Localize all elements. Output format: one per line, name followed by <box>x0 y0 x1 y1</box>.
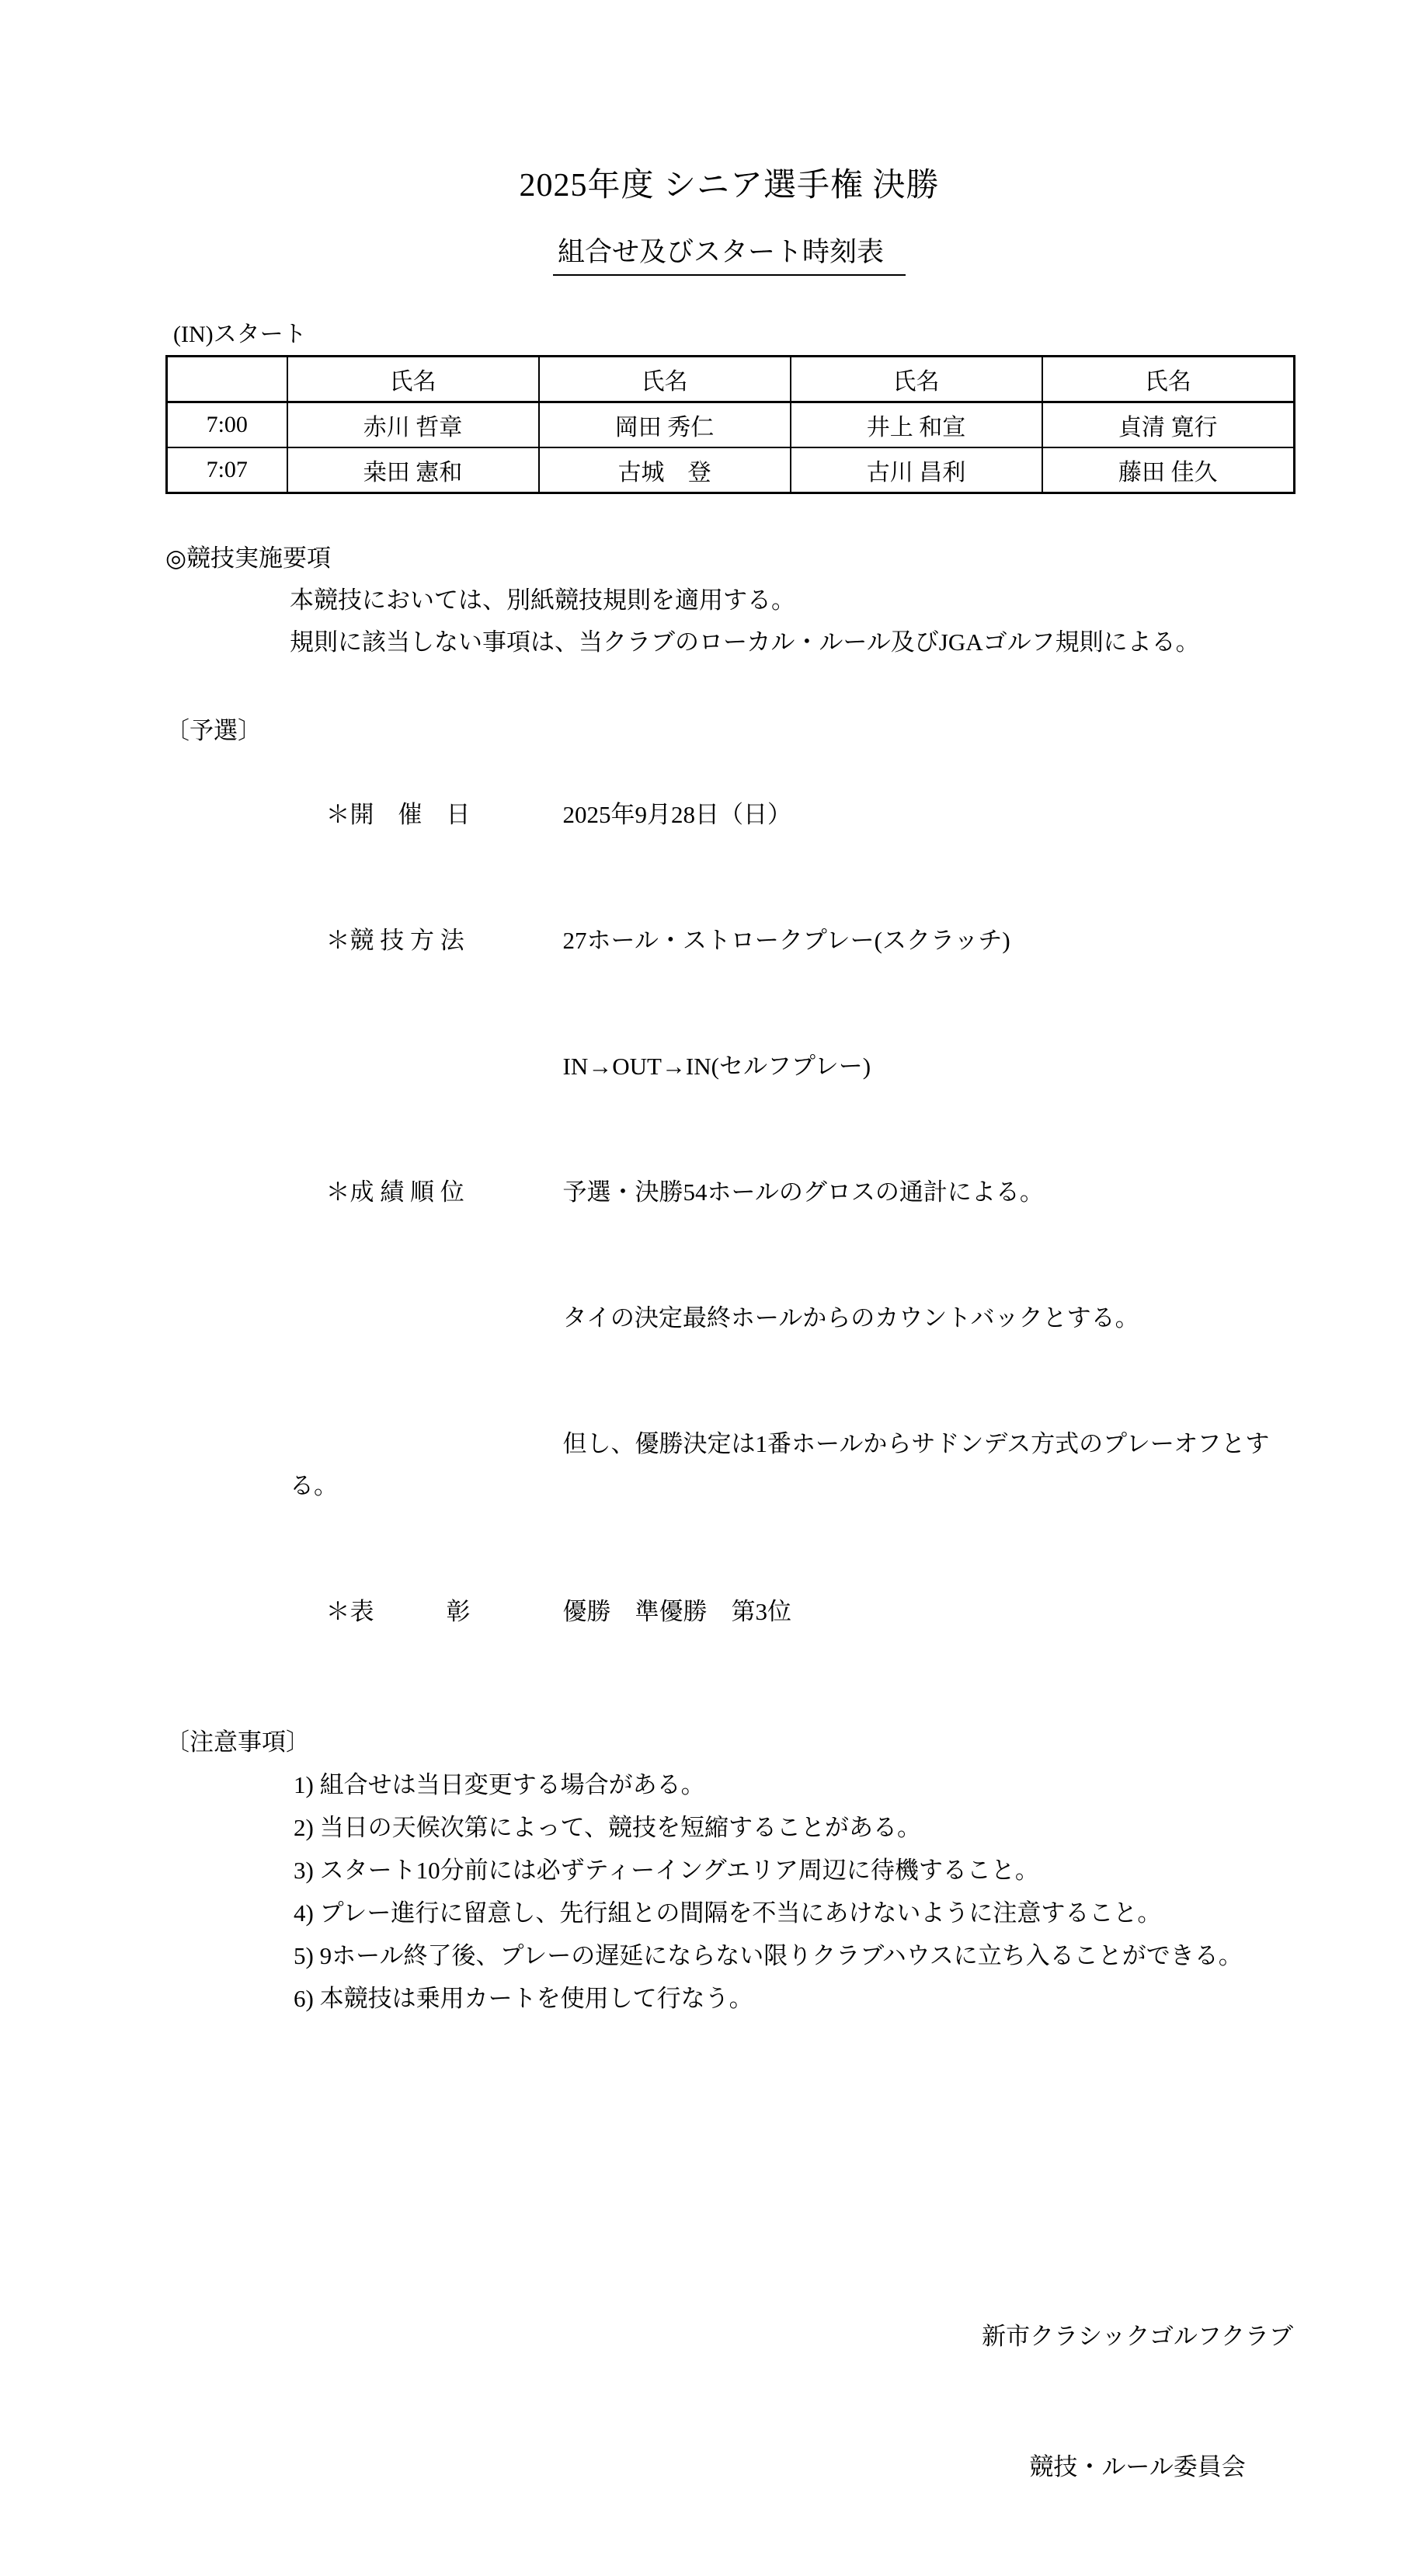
qualifying-row-ranking <box>290 1130 1293 1255</box>
qualifying-value: タイの決定最終ホールからのカウントバックとする。 <box>562 1304 1139 1332</box>
qualifying-label: ＊成 績 順 位 <box>325 1178 464 1206</box>
qualifying-label: ＊競 技 方 法 <box>325 927 464 954</box>
table-header-name-1: 氏名 <box>287 357 539 402</box>
footer-committee-name: 競技・ルール委員会 <box>1029 2453 1246 2480</box>
table-header-time <box>167 357 287 402</box>
qualifying-value: IN→OUT→IN(セルフプレー) <box>562 1053 871 1080</box>
player-name-cell: 桒田 憲和 <box>287 447 539 493</box>
qualifying-value: 優勝 準優勝 第3位 <box>562 1598 791 1625</box>
player-name-cell: 貞清 寛行 <box>1042 402 1295 448</box>
table-header-name-4: 氏名 <box>1042 357 1295 402</box>
section-heading-notes: 〔注意事項〕 <box>165 1728 310 1756</box>
qualifying-row-awards <box>290 1549 1293 1675</box>
note-item-5: 5) 9ホール終了後、プレーの遅延にならない限りクラブハウスに立ち入ることができる。 <box>294 1942 1243 1969</box>
table-header-name-3: 氏名 <box>791 357 1042 402</box>
player-name-cell: 古川 昌利 <box>791 447 1042 493</box>
note-item-4: 4) プレー進行に留意し、先行組との間隔を不当にあけないように注意すること。 <box>294 1899 1162 1927</box>
page-subtitle: 組合せ及びスタート時刻表 <box>553 237 906 276</box>
start-time-cell: 7:00 <box>167 402 287 448</box>
note-item-6: 6) 本競技は乗用カートを使用して行なう。 <box>294 1985 753 2012</box>
page-title: 2025年度 シニア選手権 決勝 <box>519 168 940 204</box>
subtitle-row <box>165 237 1293 276</box>
start-time-table <box>165 355 1295 494</box>
outline-line-2: 規則に該当しない事項は、当クラブのローカル・ルール及びJGAゴルフ規則による。 <box>290 628 1200 656</box>
qualifying-value: 予選・決勝54ホールのグロスの通計による。 <box>562 1178 1044 1206</box>
start-label: (IN)スタート <box>173 322 307 347</box>
qualifying-row-method <box>290 878 1293 1004</box>
player-name-cell: 赤川 哲章 <box>287 402 539 448</box>
footer-signature <box>982 2228 1293 2576</box>
table-header-row <box>167 357 1295 402</box>
qualifying-value: 2025年9月28日（日） <box>562 801 791 828</box>
qualifying-value: 27ホール・ストロークプレー(スクラッチ) <box>562 927 1010 954</box>
table-header-name-2: 氏名 <box>539 357 791 402</box>
document-content <box>165 0 1293 2576</box>
outline-line-1: 本競技においては、別紙競技規則を適用する。 <box>290 587 795 614</box>
table-row <box>167 402 1295 448</box>
qualifying-label: ＊開 催 日 <box>325 801 471 828</box>
note-item-1: 1) 組合せは当日変更する場合がある。 <box>294 1771 705 1798</box>
qualifying-row-ranking-cont-2 <box>290 1381 1293 1549</box>
note-item-3: 3) スタート10分前には必ずティーイングエリア周辺に待機すること。 <box>294 1857 1039 1884</box>
footer-club-name: 新市クラシックゴルフクラブ <box>982 2323 1293 2350</box>
section-heading-qualifying: 〔予選〕 <box>165 717 262 744</box>
qualifying-value: 但し、優勝決定は1番ホールからサドンデス方式のプレーオフとする。 <box>290 1430 1270 1499</box>
player-name-cell: 井上 和宣 <box>791 402 1042 448</box>
qualifying-row-date <box>290 752 1293 878</box>
player-name-cell: 藤田 佳久 <box>1042 447 1295 493</box>
table-row <box>167 447 1295 493</box>
start-time-cell: 7:07 <box>167 447 287 493</box>
qualifying-label: ＊表 彰 <box>325 1598 471 1625</box>
player-name-cell: 古城 登 <box>539 447 791 493</box>
qualifying-row-ranking-cont-1 <box>290 1255 1293 1381</box>
player-name-cell: 岡田 秀仁 <box>539 402 791 448</box>
qualifying-row-method-cont <box>290 1004 1293 1130</box>
section-heading-outline: ◎競技実施要項 <box>165 545 332 572</box>
note-item-2: 2) 当日の天候次第によって、競技を短縮することがある。 <box>294 1814 921 1841</box>
